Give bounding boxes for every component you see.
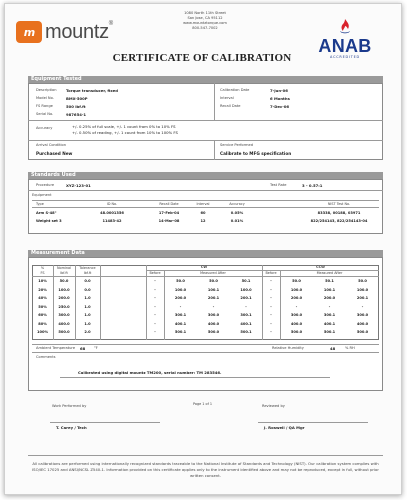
measurement-cell: 400.0 [356, 321, 369, 326]
measurement-cell: 50.0 [358, 279, 367, 283]
address-line-4: 800-547-7002 [192, 26, 218, 30]
accuracy-label: Accuracy [36, 126, 53, 130]
meas-rule-head [32, 276, 379, 277]
measurement-cell: - [154, 296, 156, 300]
std-type: Arm S-48" [36, 211, 57, 215]
std-col-accuracy: Accuracy [229, 202, 245, 206]
flame-icon [336, 18, 354, 36]
model-value: BMX-500P [66, 96, 88, 101]
trademark-symbol: ® [108, 20, 113, 27]
measurement-cell: - [154, 330, 156, 334]
cal-date-label: Calibration Date [220, 88, 250, 92]
measurement-cell: 100% [36, 330, 49, 334]
standards-rule-1 [28, 190, 383, 191]
measurement-cell: 2.0 [84, 330, 91, 334]
humidity-label: Relative Humidity [272, 346, 304, 350]
interval-value: 6 Months [270, 96, 290, 101]
ambient-label: Ambient Temperature [36, 346, 76, 350]
measurement-cell: - [154, 304, 156, 309]
equipment-tested-box [28, 83, 383, 160]
measurement-cell: 20% [38, 287, 47, 292]
std-id: 48.0001356 [100, 211, 124, 215]
procedure-value: XYZ-123-01 [66, 183, 91, 188]
meas-vline-3 [100, 265, 101, 340]
meas-col-pct: % [40, 266, 45, 270]
std-col-nist: NIST Test No. [327, 202, 351, 206]
measurement-cell: 200.0 [174, 296, 187, 300]
measurement-cell: 100.0 [290, 287, 303, 292]
measurement-cell: 0.0 [84, 287, 91, 292]
measurement-cell: 200.1 [207, 296, 220, 300]
equipment-rule-2 [28, 140, 383, 141]
measurement-cell: 80% [38, 321, 47, 326]
measurement-cell: 200.1 [356, 296, 369, 300]
std-col-interval: Interval [196, 202, 210, 206]
meas-col-nominal-unit: lbf.ft [60, 271, 68, 275]
measurement-cell: 100.0 [174, 287, 187, 292]
comment-underline [60, 377, 330, 378]
humidity-unit: % RH [345, 346, 355, 350]
measurement-cell: 300.0 [290, 313, 303, 317]
measurement-cell: 100.1 [207, 287, 220, 292]
measurement-cell: - [270, 279, 272, 283]
measurement-cell: 300.0 [356, 313, 369, 317]
measurement-cell: 1.0 [84, 304, 91, 309]
comment-text: Calibrated using digital mountz TM200, serial number: TM 283546. [78, 370, 222, 375]
mountz-logo [16, 21, 113, 43]
measurement-cell: 100.1 [323, 287, 336, 292]
anab-subtitle: ACCREDITED [330, 55, 360, 59]
meas-ccw-before: Before [265, 271, 277, 275]
measurement-cell: - [154, 287, 156, 292]
meas-col-pct-fs: FS [40, 271, 45, 275]
measurement-cell: 50.0 [209, 279, 218, 283]
meas-vline-4 [146, 265, 147, 340]
serial-label: Serial No. [36, 112, 54, 116]
traceability-statement: All calibrations are performed using internationally recognized standards traceable to the National Institute of Standards and Technology (NIST). Our calibration system complies with ISO/IEC 17025 and ANSI/NCSL Z540-1. Information provided on this certificate applies only to the instrument identified above and may not be reproduced, except in full, without prior written consent. [32, 461, 379, 479]
standards-rule-2 [32, 200, 379, 201]
measurement-cell: 500.0 [58, 330, 70, 334]
measurement-cell: - [270, 313, 272, 317]
meas-col-tolerance: Tolerance [79, 266, 96, 270]
address-line-3: www.mountztorque.com [183, 21, 227, 25]
equipment-label: Equipment [32, 193, 52, 197]
standards-rule-3 [32, 207, 379, 208]
measurement-cell: 500.0 [207, 330, 220, 334]
footer-rule [28, 455, 383, 456]
meas-rule-comments [32, 352, 379, 353]
cal-date-value: 7-Jun-06 [270, 88, 288, 93]
meas-cw-before: Before [149, 271, 161, 275]
anab-name: ANAB [318, 36, 372, 56]
measurement-cell: 10% [38, 279, 47, 283]
measurement-cell: 1.0 [84, 296, 91, 300]
measurement-cell: - [154, 313, 156, 317]
service-label: Service Performed [220, 143, 254, 147]
measurement-cell: 300.0 [207, 313, 220, 317]
accuracy-line-1: +/- 0.25% of full scale, +/- 1 count from 0% to 10% FS [72, 124, 176, 129]
std-nist: 822/254143, 822/254143-04 [310, 219, 368, 223]
equipment-divider-2 [214, 140, 215, 160]
std-id: 11483-42 [102, 219, 122, 223]
measurement-cell: 500.1 [240, 330, 252, 334]
equipment-rule-1 [28, 120, 383, 121]
mountz-logo-mark: m [16, 21, 42, 43]
anab-accreditation-logo [313, 18, 377, 62]
measurement-cell: 500.0 [356, 330, 369, 334]
std-col-recall: Recall Date [159, 202, 179, 206]
test-rate-label: Test Rate [270, 183, 287, 187]
measurement-cell: - [270, 321, 272, 326]
measurement-cell: 500.1 [174, 330, 187, 334]
std-nist: 83338, 00188, 03971 [317, 211, 361, 215]
brand-name-text: mountz [45, 20, 109, 43]
humidity-value: 48 [330, 346, 336, 351]
std-recall: 17-Feb-04 [158, 211, 180, 215]
measurement-cell: 50.1 [325, 279, 334, 283]
recall-label: Recall Date [220, 104, 241, 108]
reviewed-signature-line [258, 422, 368, 423]
measurement-cell: 200.0 [290, 296, 303, 300]
std-col-type: Type [36, 202, 44, 206]
measurement-cell: 400.0 [290, 321, 303, 326]
measurement-cell: 100.0 [356, 287, 369, 292]
serial-value: 987654-1 [66, 112, 87, 117]
std-interval: 12 [200, 219, 206, 223]
description-value: Torque transducer, fixed [66, 88, 118, 93]
recall-value: 7-Dec-06 [270, 104, 290, 109]
measurement-cell: 300.0 [58, 313, 70, 317]
measurement-cell: - [328, 304, 331, 309]
meas-vline-6 [262, 265, 263, 340]
procedure-label: Procedure [36, 183, 55, 187]
arrival-label: Arrival Condition [36, 143, 66, 147]
measurement-cell: 1.0 [84, 321, 91, 326]
test-rate-value: 3 - 0.57:1 [302, 183, 323, 188]
measurement-cell: 200.1 [240, 296, 252, 300]
measurement-cell: 50.0 [59, 279, 69, 283]
service-value: Calibrate to MFG specification [220, 151, 292, 156]
address-line-1: 1080 North 11th Street [184, 11, 226, 15]
std-interval: 60 [200, 211, 206, 215]
measurement-cell: 400.1 [174, 321, 187, 326]
measurement-cell: 100.0 [58, 287, 70, 292]
measurement-cell: 250.0 [58, 304, 70, 309]
measurement-cell: - [295, 304, 298, 309]
standards-used-header: Standards Used [28, 172, 383, 179]
measurement-cell: - [270, 304, 272, 309]
measurement-cell: - [270, 287, 272, 292]
measurement-cell: - [179, 304, 182, 309]
std-col-id: ID No. [106, 202, 118, 206]
measurement-cell: 200.0 [58, 296, 70, 300]
measurement-cell: 50.0 [292, 279, 301, 283]
measurement-cell: 50.0 [176, 279, 185, 283]
measurement-cell: 40% [38, 296, 47, 300]
measurement-cell: 1.0 [84, 313, 91, 317]
meas-col-nominal: Nominal [56, 266, 72, 270]
meas-vline-1 [53, 265, 54, 340]
equipment-divider [214, 83, 215, 120]
performed-by-label: Work Performed by [52, 404, 87, 408]
performed-signature-line [50, 422, 160, 423]
measurement-cell: 0.0 [84, 279, 91, 283]
ambient-value: 68 [80, 346, 86, 351]
measurement-cell: 500.1 [323, 330, 336, 334]
measurement-cell: - [245, 304, 247, 309]
address-line-2: San Jose, CA 95112 [187, 16, 223, 20]
measurement-cell: 400.1 [323, 321, 336, 326]
company-address [150, 11, 260, 31]
measurement-cell: 400.0 [58, 321, 70, 326]
meas-cw-label: CW [200, 265, 208, 269]
measurement-cell: - [270, 296, 272, 300]
equipment-tested-header: Equipment Tested [28, 76, 383, 83]
certificate-title: CERTIFICATE OF CALIBRATION [112, 52, 292, 64]
std-type: Weight set 3 [36, 219, 62, 223]
measurement-cell: - [270, 330, 272, 334]
meas-rule-env [32, 344, 379, 345]
measurement-cell: - [154, 321, 156, 326]
meas-vline-2 [75, 265, 76, 340]
measurement-cell: 50.1 [241, 279, 251, 283]
measurement-cell: 400.1 [240, 321, 252, 326]
ft-range-label: FS Range [36, 104, 53, 108]
interval-label: Interval [220, 96, 234, 100]
meas-ccw-after: Measured After [316, 271, 343, 275]
accuracy-line-2: +/- 0.50% of reading, +/- 1 count from 10% to 100% FS [72, 130, 178, 135]
ambient-unit: °F [94, 346, 98, 350]
measurement-cell: 50% [38, 304, 47, 309]
measurement-cell: 300.1 [323, 313, 336, 317]
comments-label: Comments [36, 355, 56, 359]
page-number: Page 1 of 1 [193, 402, 213, 406]
measurement-cell: 200.0 [323, 296, 336, 300]
std-accuracy: 0.05% [230, 211, 244, 215]
meas-cw-after: Measured After [200, 271, 226, 275]
meas-ccw-label: CCW [316, 265, 325, 269]
arrival-value: Purchased New [36, 151, 73, 156]
performed-by-value: T. Carey / Tech [56, 425, 87, 430]
meas-col-tolerance-unit: lbf.ft [83, 271, 92, 275]
measurement-cell: 100.0 [240, 287, 252, 292]
std-recall: 14-Mar-08 [158, 219, 180, 223]
measurement-cell: 60% [38, 313, 47, 317]
measurement-cell: 300.1 [240, 313, 252, 317]
measurement-cell: 500.0 [290, 330, 303, 334]
model-label: Model No. [36, 96, 54, 100]
measurement-cell: 300.1 [174, 313, 187, 317]
measurement-cell: - [212, 304, 215, 309]
measurement-cell: 400.0 [207, 321, 220, 326]
measurement-cell: - [361, 304, 364, 309]
reviewed-by-label: Reviewed by [262, 404, 285, 408]
brand-name [45, 21, 113, 44]
std-accuracy: 0.01% [230, 219, 244, 223]
measurement-cell: - [154, 279, 156, 283]
ft-range-value: 500 lbf.ft [66, 104, 86, 109]
description-label: Description [36, 88, 57, 92]
reviewed-by-value: J. Roswell / QA Mgr [264, 425, 305, 430]
measurement-data-header: Measurement Data [28, 250, 383, 257]
